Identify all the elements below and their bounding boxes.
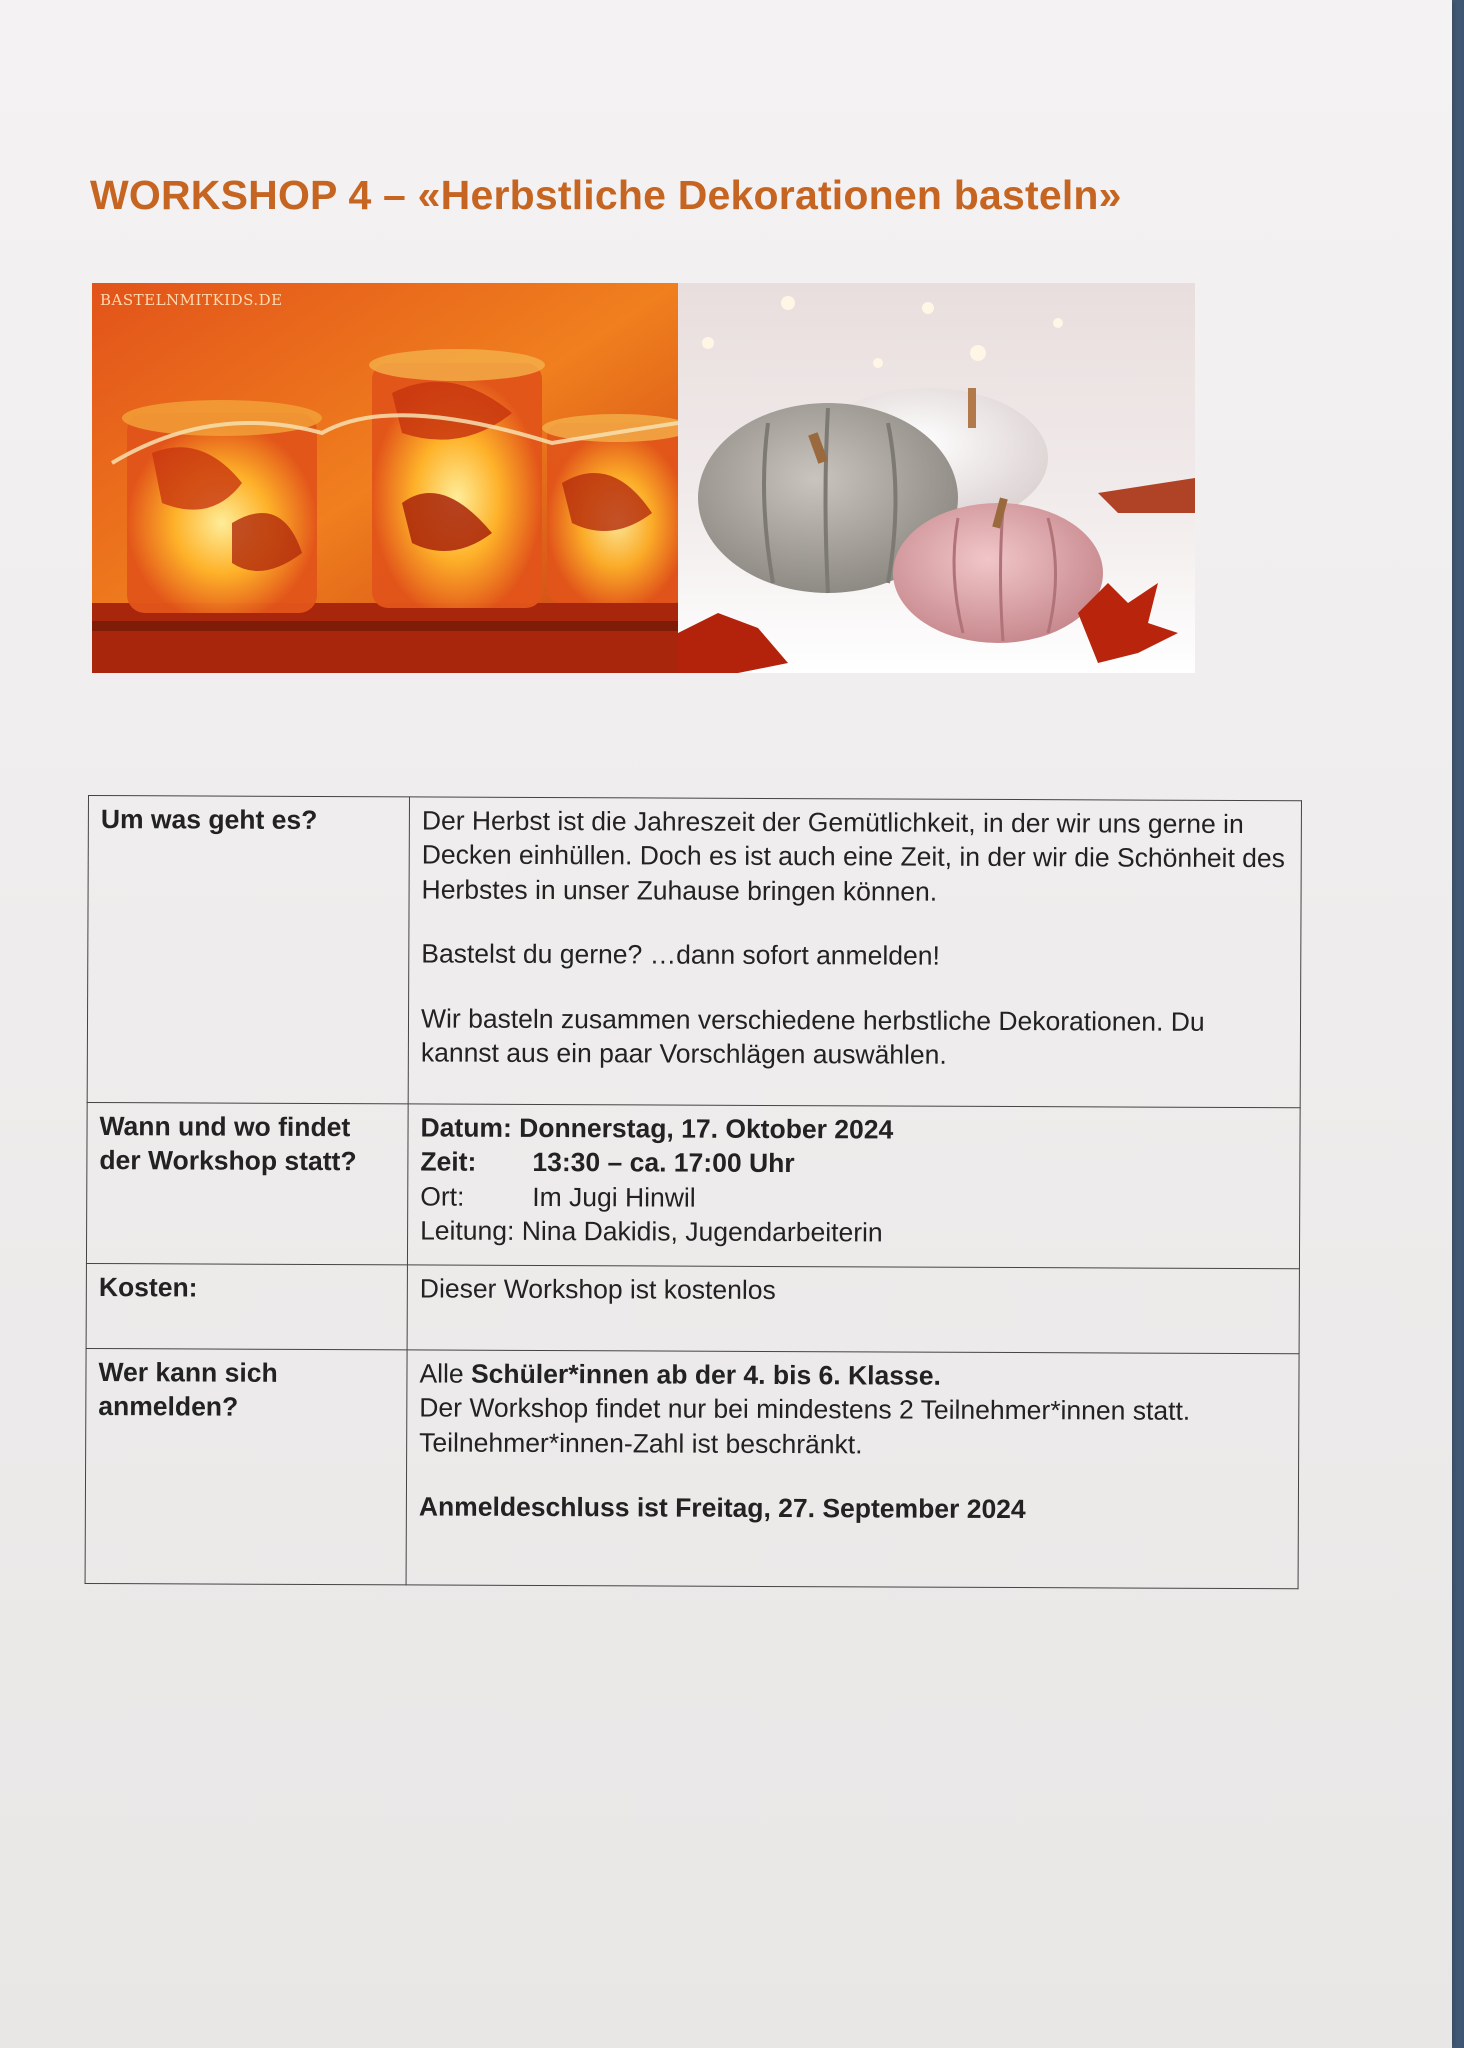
cost-value: Dieser Workshop ist kostenlos <box>419 1273 776 1306</box>
about-paragraph-3: Wir basteln zusammen verschiedene herbstliche Dekorationen. Du kannst aus ein paar Vorschlägen auswählen. <box>420 1003 1205 1070</box>
row-content-when-where <box>407 1104 1300 1269</box>
table-row-cost <box>86 1263 1299 1353</box>
watermark: BASTELNMITKIDS.DE <box>100 291 283 309</box>
info-table <box>85 795 1302 1589</box>
place-key: Ort: <box>420 1181 465 1212</box>
row-content-about <box>408 797 1301 1108</box>
banner-images <box>92 283 1195 673</box>
row-content-cost <box>407 1265 1299 1354</box>
lead-line <box>420 1214 1287 1252</box>
lead-key: Leitung: <box>420 1215 515 1247</box>
row-content-who <box>406 1350 1299 1589</box>
row-label-who: Wer kann sich anmelden? <box>85 1348 407 1584</box>
time-value: 13:30 – ca. 17:00 Uhr <box>532 1147 795 1179</box>
page-title: WORKSHOP 4 – «Herbstliche Dekorationen basteln» <box>90 172 1122 218</box>
time-key: Zeit: <box>420 1146 477 1178</box>
registration-deadline: Anmeldeschluss ist Freitag, 27. September 2024 <box>418 1491 1026 1525</box>
who-line-1 <box>419 1356 1286 1394</box>
table-row-when-where <box>86 1102 1300 1268</box>
about-paragraph-2: Bastelst du gerne? …dann sofort anmelden! <box>421 938 940 972</box>
date-key: Datum: <box>420 1112 512 1143</box>
date-value: Donnerstag, 17. Oktober 2024 <box>519 1112 894 1145</box>
table-row-who <box>85 1348 1299 1588</box>
date-line <box>420 1110 1287 1148</box>
who-line-1-prefix: Alle <box>419 1358 472 1389</box>
place-value: Im Jugi Hinwil <box>532 1181 696 1213</box>
lantern-jars-photo <box>92 283 678 673</box>
who-line-2: Der Workshop findet nur bei mindestens 2 Teilnehmer*innen statt. <box>419 1392 1191 1427</box>
time-line <box>420 1145 1287 1183</box>
row-label-cost: Kosten: <box>86 1263 407 1349</box>
about-paragraph-1: Der Herbst ist die Jahreszeit der Gemütlichkeit, in der wir uns gerne in Decken einhüllen. Doch es ist auch eine Zeit, in der wir die Schönheit des Herbstes in unser Zuhause bringen können. <box>421 805 1286 907</box>
place-line <box>420 1179 1287 1217</box>
row-label-when-where: Wann und wo findet der Workshop statt? <box>86 1102 408 1264</box>
who-line-3: Teilnehmer*innen-Zahl ist beschränkt. <box>419 1427 863 1460</box>
fabric-pumpkins-photo <box>678 283 1195 673</box>
lead-value: Nina Dakidis, Jugendarbeiterin <box>521 1216 883 1248</box>
row-label-about: Um was geht es? <box>87 796 409 1104</box>
who-line-1-bold: Schüler*innen ab der 4. bis 6. Klasse. <box>470 1358 941 1391</box>
table-row-about <box>87 796 1301 1108</box>
